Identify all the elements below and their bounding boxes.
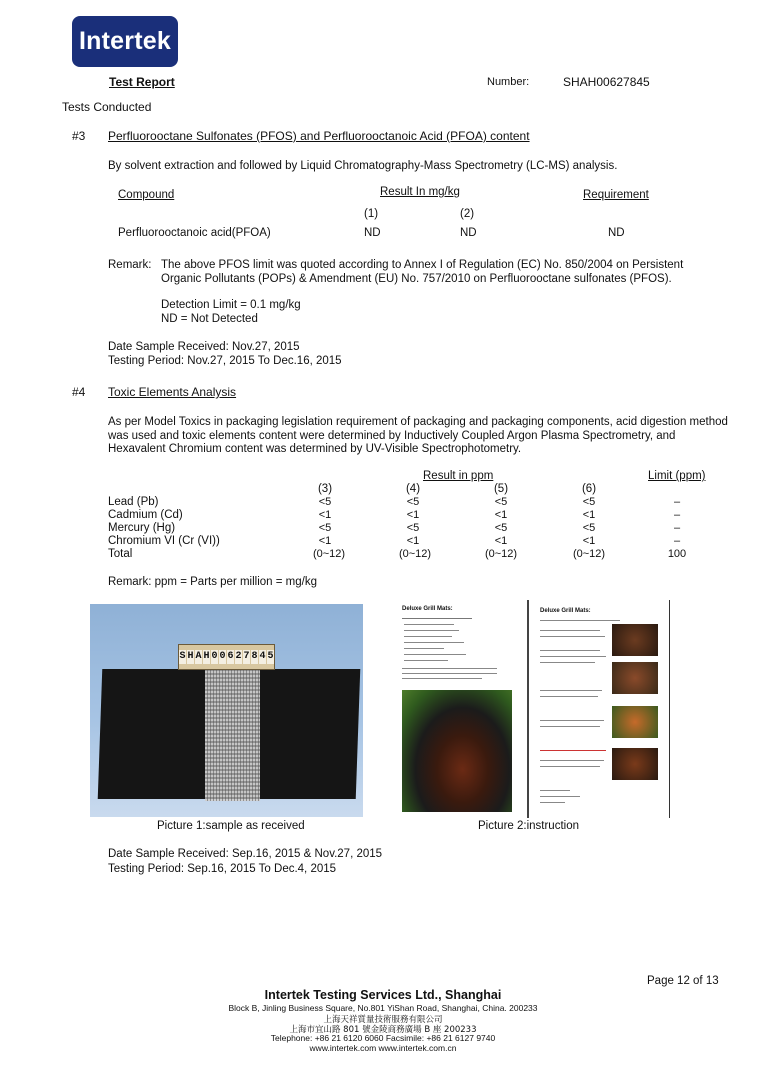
section-4-method-2: was used and toxic elements content were determined by Inductively Coupled Argon Plasma Spectrometry, and (108, 430, 676, 442)
table-limit: – (673, 496, 681, 508)
col-result-mgkg: Result In mg/kg (380, 186, 460, 198)
remark-label: Remark: (108, 259, 152, 271)
report-number-label: Number: (487, 76, 530, 88)
footer-name-cn: 上海天祥質量技術服務有限公司 (323, 1015, 443, 1025)
instruction-right-title: Deluxe Grill Mats: (540, 608, 591, 614)
date-received: Date Sample Received: Sep.16, 2015 & Nov.27, 2015 (108, 848, 383, 860)
remark-line-1: The above PFOS limit was quoted according to Annex I of Regulation (EC) No. 850/2004 on Persistent (161, 259, 684, 271)
table-cell: <1 (318, 509, 332, 521)
table-cell: <1 (406, 509, 420, 521)
table-cell: (0~12) (312, 548, 346, 560)
col-requirement: Requirement (583, 189, 649, 201)
tag-character: H (203, 651, 210, 662)
grilled-steak-photo (402, 690, 512, 812)
col-sub-1: (1) (364, 208, 379, 220)
table-row-name: Mercury (Hg) (108, 522, 176, 534)
table-cell: (0~12) (398, 548, 432, 560)
table-limit: 100 (667, 548, 687, 560)
section-4-remark: Remark: ppm = Parts per million = mg/kg (108, 576, 317, 588)
footer-company: Intertek Testing Services Ltd., Shanghai (264, 988, 502, 1002)
table-row-name: Chromium VI (Cr (VI)) (108, 535, 220, 547)
food-photo-2 (612, 662, 658, 694)
table-row-name: Total (108, 548, 133, 560)
footer-web: www.intertek.com www.intertek.com.cn (309, 1043, 457, 1053)
col-sample-3: (3) (317, 483, 333, 495)
table-row-name: Lead (Pb) (108, 496, 159, 508)
tag-character: 2 (235, 651, 242, 662)
row-result-1: ND (364, 227, 381, 239)
caption-picture-2: Picture 2:instruction (478, 820, 579, 832)
section-3-number: #3 (72, 129, 86, 143)
tests-conducted-heading: Tests Conducted (62, 100, 152, 114)
section-3-title: Perfluorooctane Sulfonates (PFOS) and Perfluorooctanoic Acid (PFOA) content (108, 129, 530, 143)
footer-phone: Telephone: +86 21 6120 6060 Facsimile: +86 21 6127 9740 (270, 1033, 496, 1043)
col-sample-4: (4) (405, 483, 421, 495)
tag-character: S (179, 651, 186, 662)
tag-character: 6 (227, 651, 234, 662)
page-number: Page 12 of 13 (647, 975, 719, 987)
tag-character: H (187, 651, 194, 662)
table-row-name: Cadmium (Cd) (108, 509, 183, 521)
table-limit: – (673, 535, 681, 547)
section-4-title: Toxic Elements Analysis (108, 385, 237, 399)
section-4-method-3: Hexavalent Chromium content was determined by UV-Visible Spectrophotometry. (108, 443, 522, 455)
tag-character: 4 (259, 651, 266, 662)
tag-character: 7 (243, 651, 250, 662)
tag-character: 8 (251, 651, 258, 662)
tag-character: 0 (211, 651, 218, 662)
table-cell: <5 (582, 496, 596, 508)
table-cell: (0~12) (484, 548, 518, 560)
table-limit: – (673, 509, 681, 521)
footer-address-cn: 上海市宜山路 801 號金陵商務廣場 B 座 200233 (289, 1025, 477, 1035)
col-limit-ppm: Limit (ppm) (648, 470, 706, 482)
table-cell: <5 (494, 522, 508, 534)
report-title: Test Report (109, 75, 175, 89)
food-photo-4 (612, 748, 658, 780)
table-cell: <1 (494, 535, 508, 547)
date-received-s3: Date Sample Received: Nov.27, 2015 (108, 341, 300, 353)
page-divider (527, 600, 529, 818)
row-result-2: ND (460, 227, 477, 239)
tag-character: 0 (219, 651, 226, 662)
table-cell: <1 (582, 509, 596, 521)
row-requirement: ND (608, 227, 625, 239)
col-sub-2: (2) (460, 208, 475, 220)
table-cell: <5 (318, 522, 332, 534)
table-cell: <5 (494, 496, 508, 508)
table-cell: <5 (406, 522, 420, 534)
col-compound: Compound (118, 189, 175, 201)
sample-photo (90, 604, 363, 817)
col-sample-6: (6) (581, 483, 597, 495)
tag-character: A (195, 651, 202, 662)
table-cell: <5 (318, 496, 332, 508)
section-3-method: By solvent extraction and followed by Liquid Chromatography-Mass Spectrometry (LC-MS) analysis. (108, 160, 618, 172)
table-cell: <5 (582, 522, 596, 534)
nd-definition: ND = Not Detected (161, 313, 258, 325)
caption-picture-1: Picture 1:sample as received (157, 820, 305, 832)
intertek-logo: Intertek (72, 16, 178, 67)
instruction-left-title: Deluxe Grill Mats: (402, 606, 453, 612)
table-cell: <1 (582, 535, 596, 547)
col-sample-5: (5) (493, 483, 509, 495)
table-cell: (0~12) (572, 548, 606, 560)
sample-tag (178, 644, 275, 670)
food-photo-1 (612, 624, 658, 656)
col-result-ppm: Result in ppm (423, 470, 494, 482)
tag-character: 5 (267, 651, 274, 662)
table-cell: <1 (494, 509, 508, 521)
section-4-method-1: As per Model Toxics in packaging legislation requirement of packaging and packaging components, acid digestion method (108, 416, 728, 428)
table-cell: <1 (406, 535, 420, 547)
remark-line-2: Organic Pollutants (POPs) & Amendment (EU) No. 757/2010 on Perfluorooctane sulfonates (PFOS). (161, 273, 672, 285)
table-cell: <5 (406, 496, 420, 508)
table-cell: <1 (318, 535, 332, 547)
footer-address-en: Block B, Jinling Business Square, No.801 YiShan Road, Shanghai, China. 200233 (228, 1003, 538, 1013)
report-number: SHAH00627845 (563, 75, 650, 89)
section-4-number: #4 (72, 385, 86, 399)
table-limit: – (673, 522, 681, 534)
testing-period-s3: Testing Period: Nov.27, 2015 To Dec.16, 2015 (108, 355, 342, 367)
testing-period: Testing Period: Sep.16, 2015 To Dec.4, 2015 (108, 863, 337, 875)
row-compound-pfoa: Perfluorooctanoic acid(PFOA) (118, 227, 271, 239)
detection-limit: Detection Limit = 0.1 mg/kg (161, 299, 301, 311)
food-photo-3 (612, 706, 658, 738)
